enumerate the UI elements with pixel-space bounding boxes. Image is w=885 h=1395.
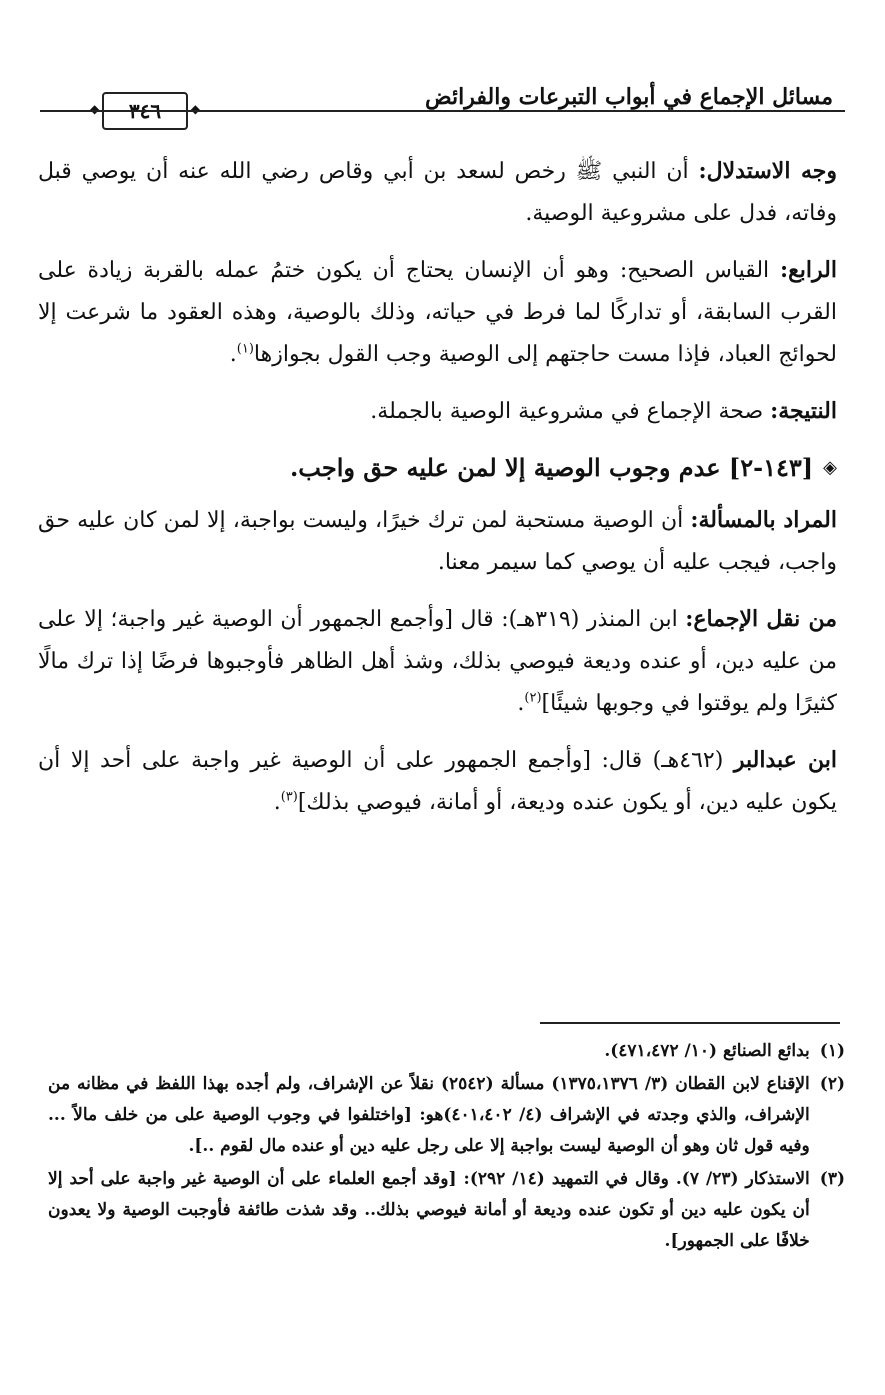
footnote <box>48 1036 845 1067</box>
paragraph-consensus <box>38 598 837 725</box>
paragraph-text: (٤٦٢هـ) قال: [وأجمع الجمهور على أن الوصية غير واجبة على أحد إلا أن يكون عليه دين، أو يكون عنده وديعة، أو أمانة، فيوصي بذلك] <box>38 748 837 815</box>
footnote-ref[interactable]: (١) <box>236 341 254 357</box>
footnote-rule <box>540 1022 840 1024</box>
issue-heading <box>38 447 837 489</box>
paragraph-fourth <box>38 249 837 376</box>
header-rule <box>40 110 845 112</box>
paragraph-text: أن النبي ﷺ رخص لسعد بن أبي وقاص رضي الله عنه أن يوصي قبل وفاته، فدل على مشروعية الوصية. <box>38 159 837 226</box>
paragraph-lead: ابن عبدالبر <box>733 747 837 773</box>
footnote-text: الإقناع لابن القطان (٣/ ١٣٧٥،١٣٧٦) مسألة (٢٥٤٢) نقلاً عن الإشراف، ولم أجده بهذا اللفظ في مظانه من الإشراف، والذي وجدته في الإشراف (٤/ ٤٠١،٤٠٢)هو: [واختلفوا في وجوب الوصية على من خلف مالاً ... وفيه قول ثان وهو أن الوصية ليست بواجبة إلا على رجل عليه دين أو عنده مال لقوم ..]. <box>48 1074 810 1156</box>
paragraph-lead: من نقل الإجماع: <box>685 606 838 632</box>
paragraph-text: أن الوصية مستحبة لمن ترك خيرًا، وليست بواجبة، إلا لمن كان عليه حق واجب، فيجب عليه أن يوصي كما سيمر معنا. <box>38 508 837 575</box>
footnote-number: (١) <box>819 1041 845 1061</box>
footnote <box>48 1164 845 1257</box>
paragraph-end: . <box>273 790 281 815</box>
paragraph-evidence <box>38 150 837 235</box>
footnotes <box>48 1036 845 1259</box>
main-text <box>38 150 837 838</box>
running-title: مسائل الإجماع في أبواب التبرعات والفرائض <box>425 84 833 110</box>
paragraph-meaning <box>38 499 837 584</box>
paragraph-lead: وجه الاستدلال: <box>698 158 838 184</box>
paragraph-lead: الرابع: <box>779 257 837 283</box>
paragraph-text: صحة الإجماع في مشروعية الوصية بالجملة. <box>370 399 771 424</box>
diamond-icon: ◈ <box>823 457 837 478</box>
paragraph-text: ابن المنذر (٣١٩هـ): قال [وأجمع الجمهور أن الوصية غير واجبة؛ إلا على من عليه دين، أو عنده وديعة فيوصي بذلك، وشذ أهل الظاهر فأوجبوها فرضًا إذا ترك مالًا كثيرًا ولم يوقتوا في وجوبها شيئًا] <box>38 607 837 716</box>
paragraph-lead: المراد بالمسألة: <box>690 507 837 533</box>
footnote-number: (٢) <box>819 1074 845 1094</box>
paragraph-text: القياس الصحيح: وهو أن الإنسان يحتاج أن يكون ختمُ عمله بالقربة زيادة على القرب السابقة، أو تداركًا لما فرط في حياته، وذلك بالوصية، وهذه العقود ما شرعت إلا لحوائج العباد، فإذا مست حاجتهم إلى الوصية وجب القول بجوازها <box>38 258 837 367</box>
paragraph-ibn-abdulbarr <box>38 739 837 824</box>
paragraph-end: . <box>229 342 237 367</box>
footnote-ref[interactable]: (٢) <box>524 690 542 706</box>
page-header <box>40 70 845 130</box>
footnote-number: (٣) <box>819 1169 845 1189</box>
footnote <box>48 1069 845 1162</box>
footnote-text: الاستذكار (٢٣/ ٧). وقال في التمهيد (١٤/ ٢٩٢): [وقد أجمع العلماء على أن الوصية غير واجبة على أحد إلا أن يكون عليه دين أو تكون عنده وديعة أو أمانة فيوصي بذلك.. وقد شذت طائفة فأوجبت الوصية ولا يعدون خلافًا على الجمهور]. <box>48 1169 810 1251</box>
footnote-ref[interactable]: (٣) <box>280 789 298 805</box>
issue-heading-text: [١٤٣-٢] عدم وجوب الوصية إلا لمن عليه حق واجب. <box>289 453 814 482</box>
paragraph-lead: النتيجة: <box>770 398 837 424</box>
page-number: ◆ ٣٤٦ ◆ <box>102 92 188 130</box>
paragraph-result <box>38 390 837 433</box>
footnote-text: بدائع الصنائع (١٠/ ٤٧١،٤٧٢). <box>604 1041 810 1061</box>
paragraph-end: . <box>517 691 525 716</box>
